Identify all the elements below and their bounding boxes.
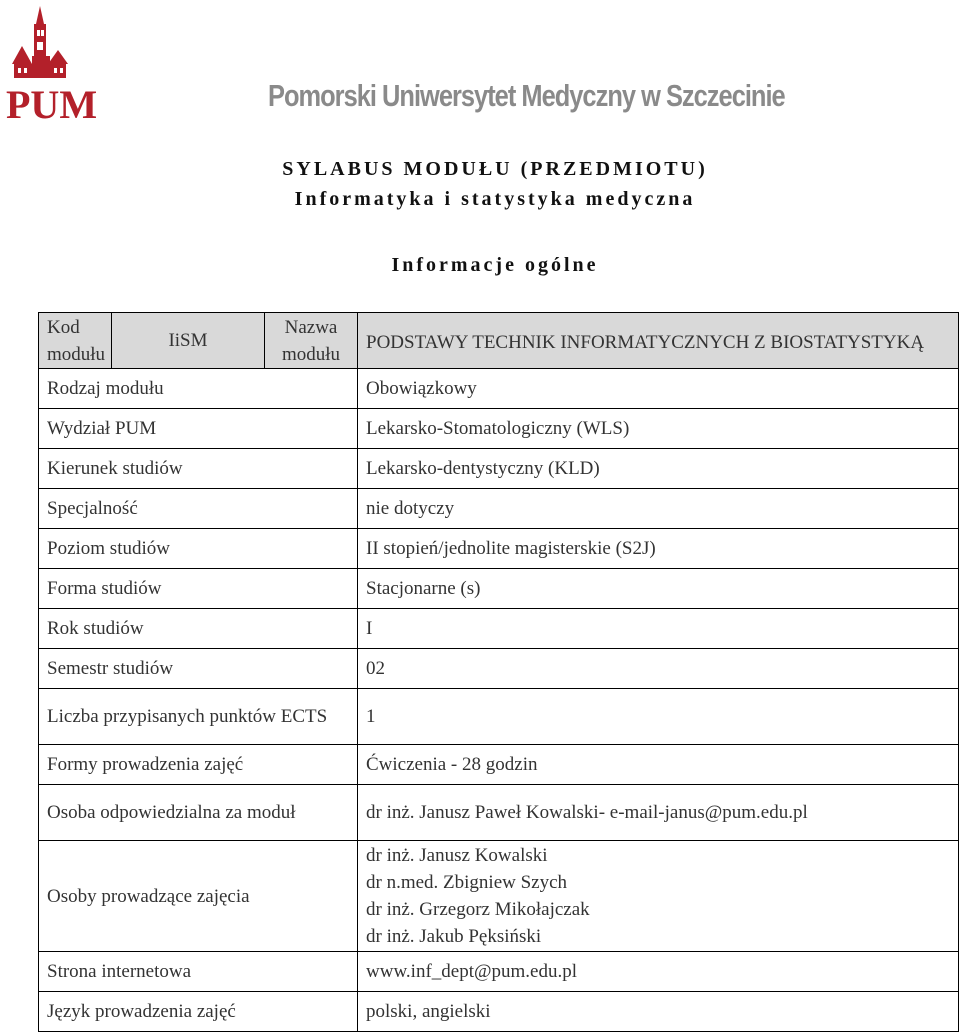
table-row	[39, 609, 959, 649]
logo-text: PUM	[6, 82, 98, 126]
table-row	[39, 529, 959, 569]
table-row	[39, 409, 959, 449]
row-value: 02	[358, 649, 959, 689]
row-value: 1	[358, 689, 959, 745]
nazwa-value: PODSTAWY TECHNIK INFORMATYCZNYCH Z BIOSTATYSTYKĄ	[358, 313, 959, 369]
row-label: Strona internetowa	[39, 952, 358, 992]
row-label: Rok studiów	[39, 609, 358, 649]
row-label: Wydział PUM	[39, 409, 358, 449]
row-value: nie dotyczy	[358, 489, 959, 529]
instructor-item: dr inż. Jakub Pęksiński	[366, 926, 542, 947]
table-row	[39, 952, 959, 992]
table-row	[39, 569, 959, 609]
table-row	[39, 841, 959, 952]
table-row	[39, 313, 959, 369]
university-name: Pomorski Uniwersytet Medyczny w Szczecinie	[268, 78, 785, 113]
table-row	[39, 489, 959, 529]
instructor-item: dr n.med. Zbigniew Szych	[366, 872, 568, 893]
row-label: Język prowadzenia zajęć	[39, 992, 358, 1032]
table-row	[39, 649, 959, 689]
instructor-item: dr inż. Janusz Kowalski	[366, 845, 548, 866]
row-value: polski, angielski	[358, 992, 959, 1032]
row-label: Specjalność	[39, 489, 358, 529]
row-label: Osoby prowadzące zajęcia	[39, 841, 358, 952]
table-row	[39, 689, 959, 745]
row-value: I	[358, 609, 959, 649]
table-row	[39, 785, 959, 841]
row-value: Ćwiczenia - 28 godzin	[358, 745, 959, 785]
pum-logo	[4, 6, 100, 126]
row-label: Rodzaj modułu	[39, 369, 358, 409]
row-label: Kierunek studiów	[39, 449, 358, 489]
row-value: dr inż. Janusz Paweł Kowalski- e-mail-janus@pum.edu.pl	[358, 785, 959, 841]
table-row	[39, 369, 959, 409]
kod-label: Kod modułu	[39, 313, 112, 369]
row-label: Poziom studiów	[39, 529, 358, 569]
row-value: Lekarsko-dentystyczny (KLD)	[358, 449, 959, 489]
table-row	[39, 449, 959, 489]
row-value: II stopień/jednolite magisterskie (S2J)	[358, 529, 959, 569]
row-label: Osoba odpowiedzialna za moduł	[39, 785, 358, 841]
row-label: Liczba przypisanych punktów ECTS	[39, 689, 358, 745]
row-value: Lekarsko-Stomatologiczny (WLS)	[358, 409, 959, 449]
row-label: Forma studiów	[39, 569, 358, 609]
section-title: Informacje ogólne	[391, 254, 599, 276]
table-row	[39, 992, 959, 1032]
row-label: Formy prowadzenia zajęć	[39, 745, 358, 785]
table-row	[39, 745, 959, 785]
page-header	[0, 0, 960, 130]
nazwa-label: Nazwa modułu	[265, 313, 358, 369]
general-info-table	[38, 312, 959, 1032]
module-subject-title: Informatyka i statystyka medyczna	[294, 188, 696, 210]
kod-value: IiSM	[112, 313, 265, 369]
row-value-list	[358, 841, 959, 952]
row-label: Semestr studiów	[39, 649, 358, 689]
row-value: Obowiązkowy	[358, 369, 959, 409]
website-value[interactable]: www.inf_dept@pum.edu.pl	[358, 952, 959, 992]
instructor-item: dr inż. Grzegorz Mikołajczak	[366, 899, 590, 920]
row-value: Stacjonarne (s)	[358, 569, 959, 609]
syllabus-title: SYLABUS MODUŁU (PRZEDMIOTU)	[282, 158, 708, 180]
